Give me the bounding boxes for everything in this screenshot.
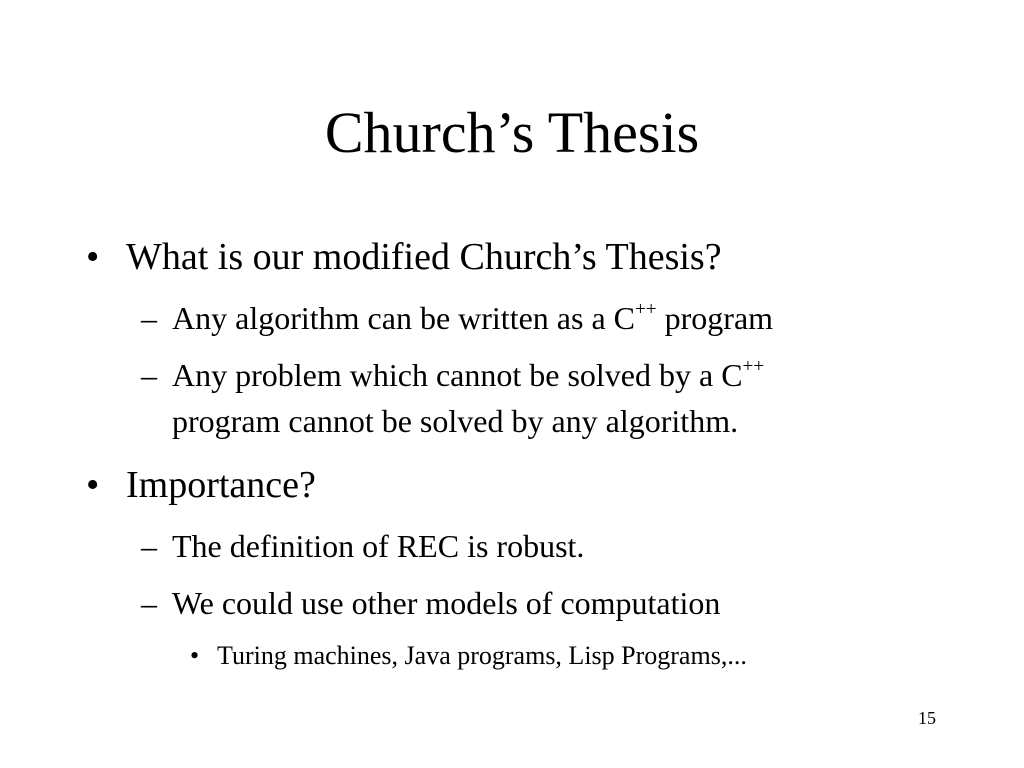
sub-sub-bullet-text: Turing machines, Java programs, Lisp Programs,... <box>217 641 747 670</box>
sub-bullet-item <box>141 295 941 341</box>
sub-bullet-item <box>141 352 941 444</box>
bullet-text: What is our modified Church’s Thesis? <box>126 236 722 278</box>
sub-bullet-text: The definition of REC is robust. <box>172 528 585 564</box>
sub-sub-bullet-item <box>190 639 950 673</box>
dash-marker: – <box>141 528 157 564</box>
sub-bullet-text-part: Any problem which cannot be solved by a C <box>172 357 743 393</box>
sub-bullet-item <box>141 523 941 569</box>
dash-marker: – <box>141 300 157 336</box>
bullet-item <box>86 462 906 508</box>
dash-marker: – <box>141 585 157 621</box>
sub-bullet-text-part: Any algorithm can be written as a C <box>172 300 635 336</box>
page-number: 15 <box>918 708 936 728</box>
bullet-marker: • <box>86 236 100 278</box>
sub-bullet-text-continuation: program cannot be solved by any algorithm. <box>172 403 739 439</box>
superscript: ++ <box>634 299 657 321</box>
sub-bullet-text <box>141 295 941 341</box>
bullet-item <box>86 234 906 280</box>
dash-marker: – <box>141 357 157 393</box>
bullet-marker: • <box>86 464 100 506</box>
sub-bullet-text: We could use other models of computation <box>172 585 721 621</box>
sub-bullet-text <box>141 352 941 398</box>
sub-bullet-text-part: program <box>656 300 774 336</box>
slide-title: Church’s Thesis <box>324 100 700 165</box>
bullet-marker: • <box>190 641 200 670</box>
sub-bullet-item <box>141 580 941 626</box>
bullet-text: Importance? <box>126 464 316 506</box>
superscript: ++ <box>742 356 765 378</box>
